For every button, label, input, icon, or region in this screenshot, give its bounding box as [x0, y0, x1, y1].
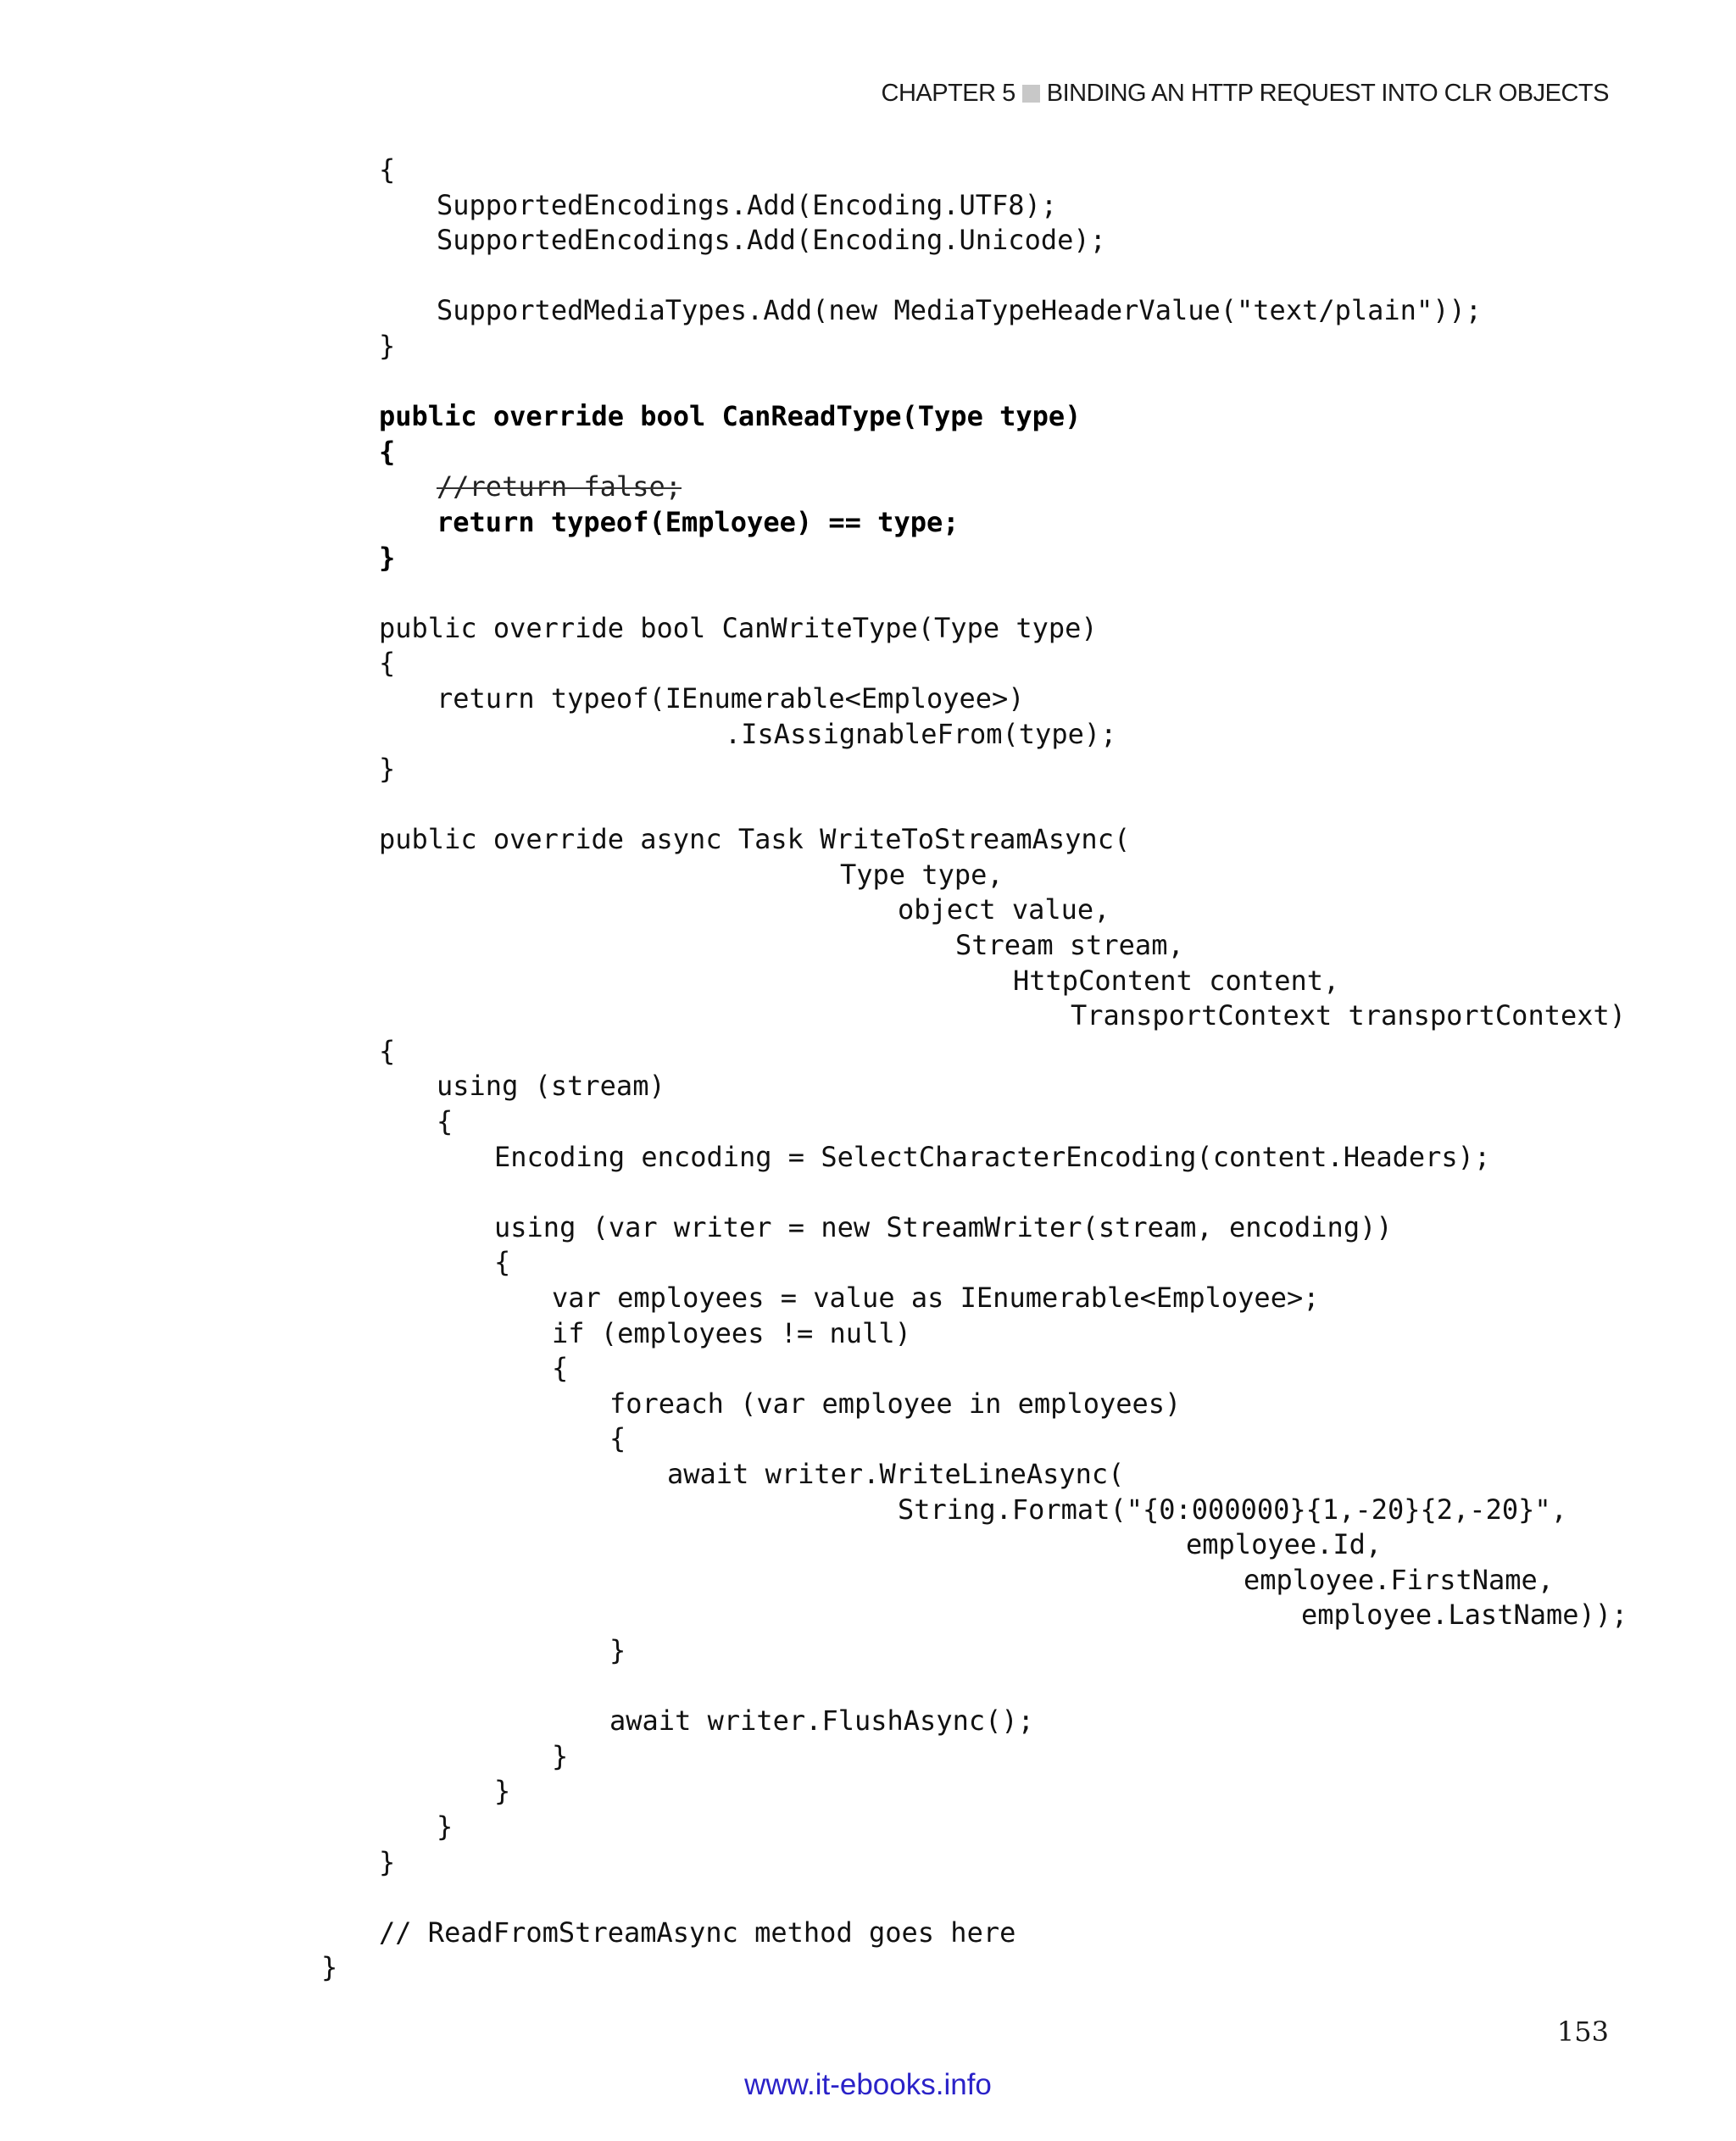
code-line: [0, 681, 1736, 717]
code-line: [0, 435, 1736, 470]
code-line-text: {: [379, 1034, 396, 1067]
code-line-text: }: [379, 753, 396, 786]
code-line-text: {: [379, 153, 396, 186]
code-line-text: String.Format("{0:000000}{1,-20}{2,-20}",: [898, 1493, 1567, 1526]
chapter-title: BINDING AN HTTP REQUEST INTO CLR OBJECTS: [1046, 80, 1609, 107]
code-line: [0, 1351, 1736, 1387]
code-line: [0, 787, 1736, 823]
code-line: [0, 1950, 1736, 1986]
code-line: [0, 329, 1736, 364]
code-line: [0, 505, 1736, 541]
code-line-text: }: [494, 1775, 511, 1808]
code-line: [0, 1633, 1736, 1669]
code-line-text: TransportContext transportContext): [1071, 999, 1627, 1032]
code-line: [0, 893, 1736, 928]
code-line-text: }: [379, 541, 396, 574]
code-line-text: foreach (var employee in employees): [609, 1387, 1182, 1420]
code-line: [0, 223, 1736, 259]
code-line-text: Stream stream,: [955, 929, 1184, 962]
code-line: [0, 1457, 1736, 1493]
code-line-text: SupportedMediaTypes.Add(new MediaTypeHeaderValue("text/plain"));: [437, 294, 1482, 327]
code-line: [0, 752, 1736, 787]
code-line: [0, 964, 1736, 999]
code-line: [0, 822, 1736, 858]
page-number: 153: [1556, 2016, 1609, 2048]
code-line-text: employee.LastName));: [1301, 1599, 1628, 1632]
code-line: [0, 1669, 1736, 1704]
code-line: [0, 1810, 1736, 1845]
code-line-text: Encoding encoding = SelectCharacterEncoding(content.Headers);: [494, 1140, 1491, 1173]
code-line-text: SupportedEncodings.Add(Encoding.Unicode);: [437, 224, 1106, 257]
code-line: [0, 1034, 1736, 1070]
code-line: [0, 1281, 1736, 1316]
code-line-text: if (employees != null): [552, 1316, 911, 1349]
code-line: [0, 928, 1736, 964]
code-line: [0, 1387, 1736, 1422]
running-header: [882, 80, 1610, 108]
code-line-text: {: [609, 1422, 626, 1455]
code-line-text: public override bool CanWriteType(Type type): [379, 611, 1098, 644]
code-line: [0, 1598, 1736, 1633]
code-line: [0, 998, 1736, 1034]
code-line-text: .IsAssignableFrom(type);: [725, 717, 1117, 750]
code-line: [0, 364, 1736, 400]
code-line-text: var employees = value as IEnumerable<Employee>;: [552, 1282, 1320, 1314]
code-line-text: employee.FirstName,: [1244, 1563, 1555, 1596]
chapter-label: CHAPTER 5: [881, 80, 1015, 107]
code-line-text: Type type,: [840, 858, 1004, 891]
code-line-text: }: [379, 329, 396, 362]
code-line: [0, 1069, 1736, 1104]
code-line: [0, 399, 1736, 435]
code-line: [0, 1845, 1736, 1881]
code-line-text: }: [609, 1633, 626, 1666]
code-line: [0, 1563, 1736, 1599]
code-line-text: using (stream): [437, 1070, 665, 1103]
code-line: [0, 576, 1736, 611]
code-line: [0, 1704, 1736, 1739]
code-line-text: {: [379, 647, 396, 680]
code-line: [0, 188, 1736, 224]
code-line-text: {: [379, 435, 396, 468]
code-line-text: {: [437, 1105, 453, 1138]
code-line: [0, 1493, 1736, 1528]
code-line: [0, 1175, 1736, 1210]
code-line-text: SupportedEncodings.Add(Encoding.UTF8);: [437, 188, 1058, 221]
code-line: [0, 153, 1736, 188]
code-line: [0, 1527, 1736, 1563]
code-line: [0, 1316, 1736, 1352]
footer-website-link[interactable]: www.it-ebooks.info: [744, 2068, 992, 2101]
code-line: [0, 611, 1736, 647]
code-line-text: await writer.FlushAsync();: [609, 1704, 1034, 1738]
code-line: [0, 858, 1736, 893]
code-line: [0, 1739, 1736, 1775]
code-line: [0, 1774, 1736, 1810]
code-line: [0, 1104, 1736, 1140]
code-line-text: public override async Task WriteToStreamAsync(: [379, 823, 1131, 856]
code-line-text: }: [437, 1810, 453, 1843]
header-separator-square-icon: [1022, 85, 1040, 103]
code-line: [0, 1880, 1736, 1916]
code-line-text: }: [321, 1951, 338, 1984]
code-listing: [0, 153, 1736, 1986]
code-line-text: object value,: [898, 893, 1110, 926]
code-line-text: {: [494, 1246, 511, 1279]
code-line-text: using (var writer = new StreamWriter(stream, encoding)): [494, 1210, 1393, 1243]
code-line-text: {: [552, 1352, 569, 1385]
code-line: [0, 1916, 1736, 1951]
code-line-text: await writer.WriteLineAsync(: [667, 1457, 1125, 1490]
code-line: [0, 1210, 1736, 1246]
code-line-text: return typeof(IEnumerable<Employee>): [437, 681, 1025, 715]
code-line: [0, 293, 1736, 329]
code-line: [0, 1421, 1736, 1457]
code-line-text: }: [552, 1739, 569, 1772]
code-line: [0, 1140, 1736, 1176]
code-line: [0, 259, 1736, 294]
code-line: [0, 541, 1736, 576]
code-line-text: }: [379, 1845, 396, 1878]
code-line: [0, 470, 1736, 505]
code-line-text: HttpContent content,: [1013, 964, 1340, 997]
code-line: [0, 646, 1736, 681]
code-line-text: return typeof(Employee) == type;: [437, 505, 960, 538]
code-line-text: employee.Id,: [1186, 1528, 1383, 1561]
code-line-text: // ReadFromStreamAsync method goes here: [379, 1916, 1016, 1949]
code-line: [0, 1245, 1736, 1281]
code-line-struck-text: //return false;: [437, 470, 682, 505]
code-line-text: public override bool CanReadType(Type type): [379, 400, 1082, 433]
code-line: [0, 717, 1736, 753]
